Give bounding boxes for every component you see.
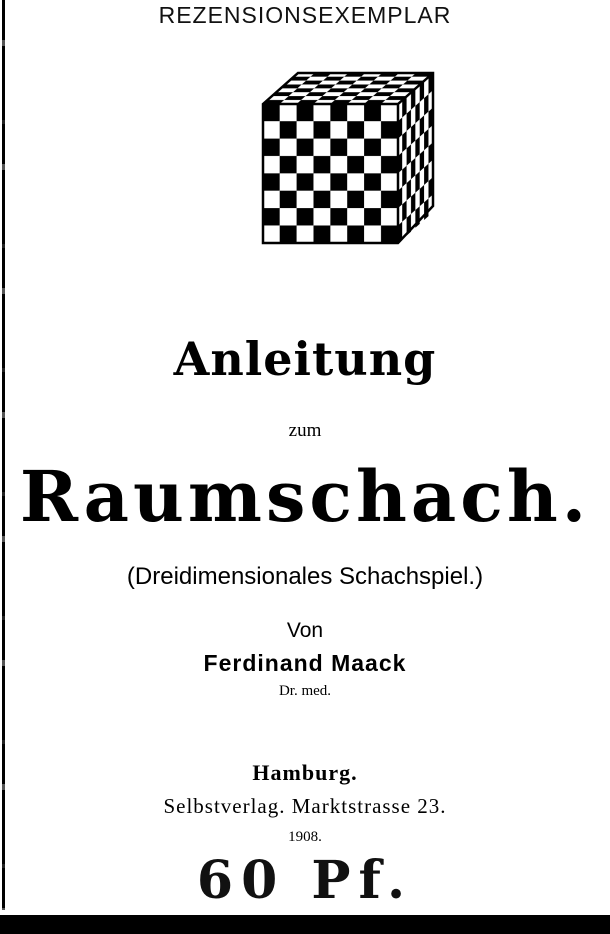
- subtitle: (Dreidimensionales Schachspiel.): [126, 563, 484, 590]
- review-copy-stamp: REZENSIONSEXEMPLAR: [158, 2, 452, 28]
- publication-year: 1908.: [288, 829, 322, 845]
- cube-front-face: [263, 104, 398, 243]
- publication-city: Hamburg.: [252, 760, 358, 785]
- publisher-address: Selbstverlag. Marktstrasse 23.: [163, 794, 447, 818]
- by-label: Von: [286, 619, 324, 642]
- price-stamp: 60 Pf.: [196, 850, 414, 911]
- checkered-cube-icon: [258, 68, 438, 248]
- title-line-2: Raumschach.: [19, 455, 591, 538]
- author-name: Ferdinand Maack: [203, 650, 407, 676]
- author-degree: Dr. med.: [278, 683, 332, 699]
- scan-bottom-edge: [0, 915, 610, 934]
- title-connector: zum: [288, 420, 322, 441]
- title-line-1: Anleitung: [173, 332, 437, 386]
